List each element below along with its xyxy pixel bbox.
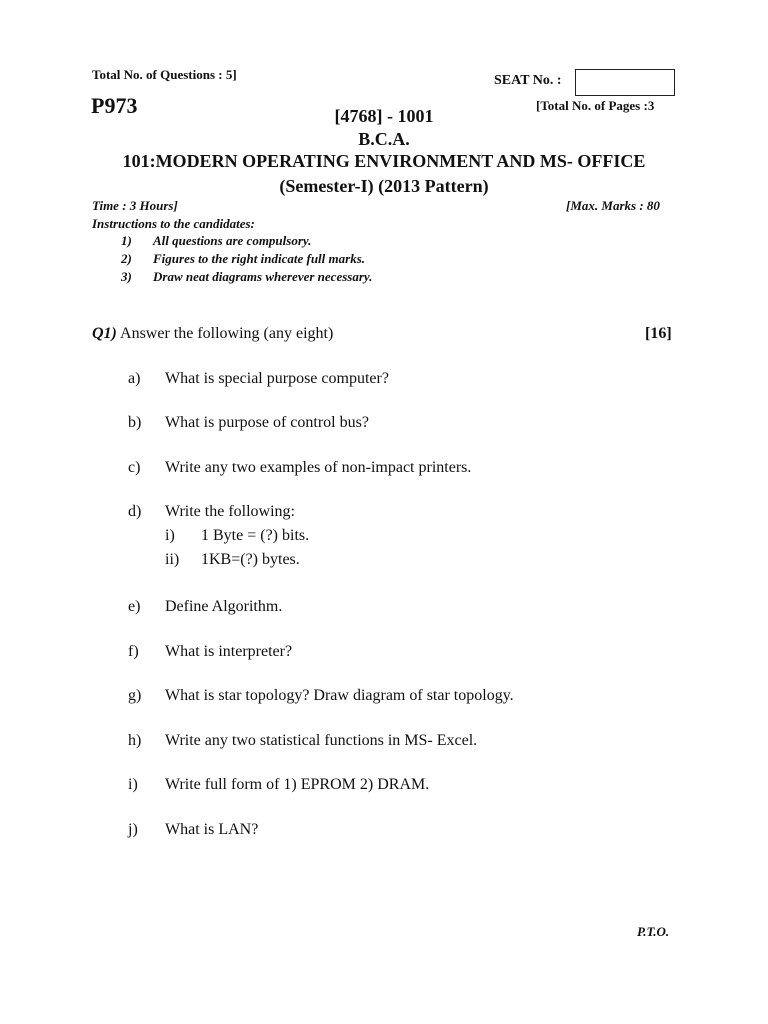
- total-pages: [Total No. of Pages :3: [536, 98, 655, 113]
- question-prompt: Answer the following (any eight): [120, 325, 334, 342]
- item-text: What is LAN?: [165, 821, 259, 838]
- exam-time: Time : 3 Hours]: [92, 198, 178, 213]
- item-text: Define Algorithm.: [165, 598, 283, 615]
- item-text: Write any two statistical functions in MS- Excel.: [165, 732, 478, 749]
- subject-title: 101:MODERN OPERATING ENVIRONMENT AND MS- OFFICE: [122, 151, 646, 171]
- instruction-number: 3): [121, 269, 132, 284]
- question-marks: [16]: [645, 325, 672, 342]
- instruction-text: All questions are compulsory.: [153, 233, 312, 248]
- item-text: What is special purpose computer?: [165, 370, 389, 387]
- sub-item-text: 1KB=(?) bytes.: [201, 551, 300, 568]
- please-turn-over: P.T.O.: [637, 924, 670, 939]
- semester-pattern: (Semester-I) (2013 Pattern): [279, 176, 489, 196]
- item-letter: j): [128, 821, 138, 838]
- sub-item-text: 1 Byte = (?) bits.: [201, 527, 310, 544]
- exam-code: [4768] - 1001: [334, 106, 434, 126]
- course-name: B.C.A.: [358, 129, 410, 149]
- question-number: Q1): [92, 325, 117, 342]
- seat-number-box: [575, 69, 675, 96]
- item-letter: f): [128, 643, 139, 660]
- instruction-number: 1): [121, 233, 132, 248]
- item-text: Write the following:: [165, 503, 295, 520]
- instruction-text: Draw neat diagrams wherever necessary.: [153, 269, 373, 284]
- sub-item-number: ii): [165, 551, 180, 568]
- item-letter: b): [128, 414, 142, 431]
- item-letter: d): [128, 503, 142, 520]
- item-letter: a): [128, 370, 141, 387]
- item-text: What is interpreter?: [165, 643, 293, 660]
- total-questions: Total No. of Questions : 5]: [92, 67, 237, 82]
- item-text: Write any two examples of non-impact printers.: [165, 459, 472, 476]
- instruction-number: 2): [121, 251, 132, 266]
- item-letter: e): [128, 598, 141, 615]
- instructions-heading: Instructions to the candidates:: [92, 216, 255, 231]
- max-marks: [Max. Marks : 80: [566, 198, 660, 213]
- item-text: What is purpose of control bus?: [165, 414, 369, 431]
- item-letter: h): [128, 732, 142, 749]
- item-letter: c): [128, 459, 141, 476]
- paper-code: P973: [91, 93, 138, 118]
- seat-number-label: SEAT No. :: [494, 73, 562, 88]
- item-letter: i): [128, 776, 138, 793]
- sub-item-number: i): [165, 527, 175, 544]
- instruction-text: Figures to the right indicate full marks.: [153, 251, 366, 266]
- question-1-heading: [92, 325, 333, 343]
- item-letter: g): [128, 687, 142, 704]
- item-text: What is star topology? Draw diagram of star topology.: [165, 687, 514, 704]
- item-text: Write full form of 1) EPROM 2) DRAM.: [165, 776, 430, 793]
